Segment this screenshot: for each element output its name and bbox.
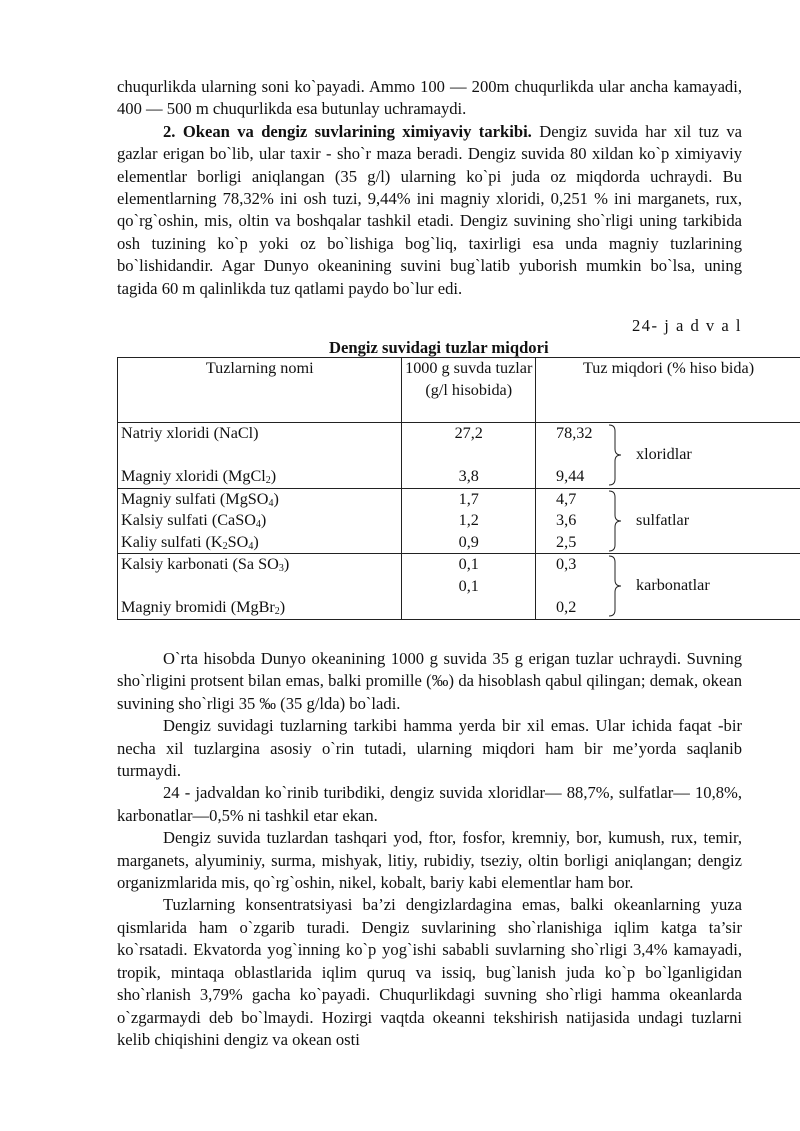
- salt-name: [118, 445, 401, 467]
- paragraph: 24 - jadvaldan ko`rinib turibdiki, dengiz suvida xloridlar— 88,7%, sulfatlar— 10,8%, karbonatlar—0,5% ni tashkil etar ekan.: [117, 783, 742, 825]
- header-cell-gl: 1000 g suvda tuzlar (g/l hisobida): [402, 358, 536, 423]
- paragraph-body: Dengiz suvida har xil tuz va gazlar erigan bo`lib, ular taxir - sho`r maza beradi. Dengiz suvida 80 xildan ko`p ximiyaviy elementlar borligi aniqlangan (35 g/l) ularning ko`pi juda oz miqdorda uchraydi. Bu elementlarning 78,32% ini osh tuzi, 9,44% ini magniy xloridi, 0,251 % ini marganets, rux, qo`rg`oshin, mis, oltin va boshqalar tashkil etadi. Dengiz suvining sho`rligi uning tarkibida osh tuzining ko`p yoki oz bo`lishiga bog`liq, taxirligi esa unda magniy tuzlarining bo`lishidandir. Agar Dunyo okeanining suvini bug`latib yuborish mumkin bo`lsa, uning tagida 60 m qalinlikda tuz qatlami paydo bo`lur edi.: [117, 121, 742, 298]
- salt-pct: 0,2: [556, 598, 577, 616]
- table-row-group: [118, 423, 800, 489]
- group-label: karbonatlar: [636, 576, 710, 594]
- name-cell: [118, 423, 402, 489]
- salt-name: Magniy sulfati (MgSO$_4$): [121, 489, 279, 509]
- salt-pct: 9,44: [556, 467, 585, 485]
- right-brace-icon: [608, 490, 624, 552]
- salt-name: Kalsiy sulfati (CaSO$_4$): [121, 511, 267, 530]
- table-label: 24- j a d v a l: [631, 316, 742, 335]
- paragraph: O`rta hisobda Dunyo okeanining 1000 g suvida 35 g erigan tuzlar uchraydi. Suvning sho`rligini protsent bilan emas, balki promille (‰) da hisoblash qabul qilingan; demak, okean suvining sho`rligi 35 ‰ (35 g/lda) bo`ladi.: [117, 649, 742, 713]
- salt-pct: 2,5: [556, 532, 577, 551]
- salt-gl: 1,7: [458, 489, 479, 508]
- salt-name: Magniy xloridi (MgCl$_2$): [121, 467, 277, 486]
- salt-name: Kalsiy karbonati (Sa $SO_3$): [121, 555, 290, 574]
- salt-name: Kaliy sulfati $(K_2SO_4)$: [121, 532, 259, 552]
- salt-gl: 3,8: [458, 467, 479, 485]
- right-brace-icon: [608, 555, 624, 617]
- intro-text: [117, 76, 742, 300]
- salt-gl: 0,9: [458, 532, 479, 551]
- paragraph: Tuzlarning konsentratsiyasi ba’zi dengizlardagina emas, balki okeanlarning yuza qismlarida ham o`zgarib turadi. Dengiz suvlarining sho`rlanishiga iqlim katga ta’sir ko`rsatadi. Ekvatorda yog`inning ko`p yog`ishi sababli suvlarning sho`rligi 3,4% kamayadi, tropik, mintaqa oblastlarida iqlim quruq va issiq, bug`lanish juda ko`p bo`lganligidan sho`rlanish 3,79% gacha ko`payadi. Chuqurlikdagi suvning sho`rligi hamma okeanlarda o`zgarmaydi deb bo`lmaydi. Hozirgi vaqtda okeanni tekshirish natijasida undagi tuzlarni kelib chiqishini dengiz va okean osti: [117, 895, 742, 1049]
- group-label: sulfatlar: [636, 510, 690, 529]
- body-text: [117, 648, 742, 1051]
- paragraph: [117, 121, 742, 300]
- pct-cell: [536, 554, 800, 620]
- salt-gl: 27,2: [454, 424, 483, 442]
- pct-cell: [536, 488, 800, 554]
- pct-cell: [536, 423, 800, 489]
- salts-table: [117, 357, 800, 620]
- paragraph: chuqurlikda ularning soni ko`payadi. Ammo 100 — 200m chuqurlikda ular ancha kamayadi, 400 — 500 m chuqurlikda esa butunlay uchramaydi.: [117, 77, 742, 119]
- salt-name: [118, 576, 401, 598]
- header-cell-pct: Tuz miqdori (% hiso bida): [536, 358, 800, 423]
- table-title: Dengiz suvidagi tuzlar miqdori: [329, 338, 549, 357]
- salt-pct: 3,6: [556, 511, 577, 529]
- name-cell: [118, 554, 402, 620]
- paragraph: Dengiz suvidagi tuzlarning tarkibi hamma yerda bir xil emas. Ular ichida faqat -bir necha xil tuzlargina asosiy o`rin tutadi, ularning miqdori ham bir me’yorda saqlanib turmaydi.: [117, 716, 742, 781]
- gl-cell: [402, 554, 536, 620]
- salt-pct: 78,32: [556, 424, 593, 442]
- table-row-group: [118, 488, 800, 554]
- salt-gl: [402, 445, 535, 467]
- table-row-group: [118, 554, 800, 620]
- salt-pct: 0,3: [556, 555, 577, 573]
- salt-gl: 1,2: [458, 511, 479, 529]
- header-cell-name: Tuzlarning nomi: [118, 358, 402, 423]
- salt-name: Magniy bromidi (MgBr$_2$): [121, 598, 286, 617]
- salt-pct: 4,7: [556, 489, 577, 508]
- section-heading: 2. Okean va dengiz suvlarining ximiyaviy tarkibi.: [163, 121, 532, 141]
- gl-cell: [402, 423, 536, 489]
- salt-name: Natriy xloridi (NaCl): [121, 424, 259, 442]
- gl-cell: [402, 488, 536, 554]
- salt-gl: [402, 597, 535, 619]
- table-header-row: [118, 358, 800, 423]
- paragraph: Dengiz suvida tuzlardan tashqari yod, ftor, fosfor, kremniy, bor, kumush, rux, temir, marganets, alyuminiy, surma, mishyak, litiy, rubidiy, tseziy, oltin borligi aniqlangan; dengiz organizmlarida mis, qo`rg`oshin, nikel, kobalt, bariy kabi elementlar ham bor.: [117, 828, 742, 893]
- group-label: xloridlar: [636, 445, 692, 463]
- salt-gl: 0,1: [458, 576, 479, 595]
- name-cell: [118, 488, 402, 554]
- salt-gl: 0,1: [458, 555, 479, 573]
- right-brace-icon: [608, 424, 624, 486]
